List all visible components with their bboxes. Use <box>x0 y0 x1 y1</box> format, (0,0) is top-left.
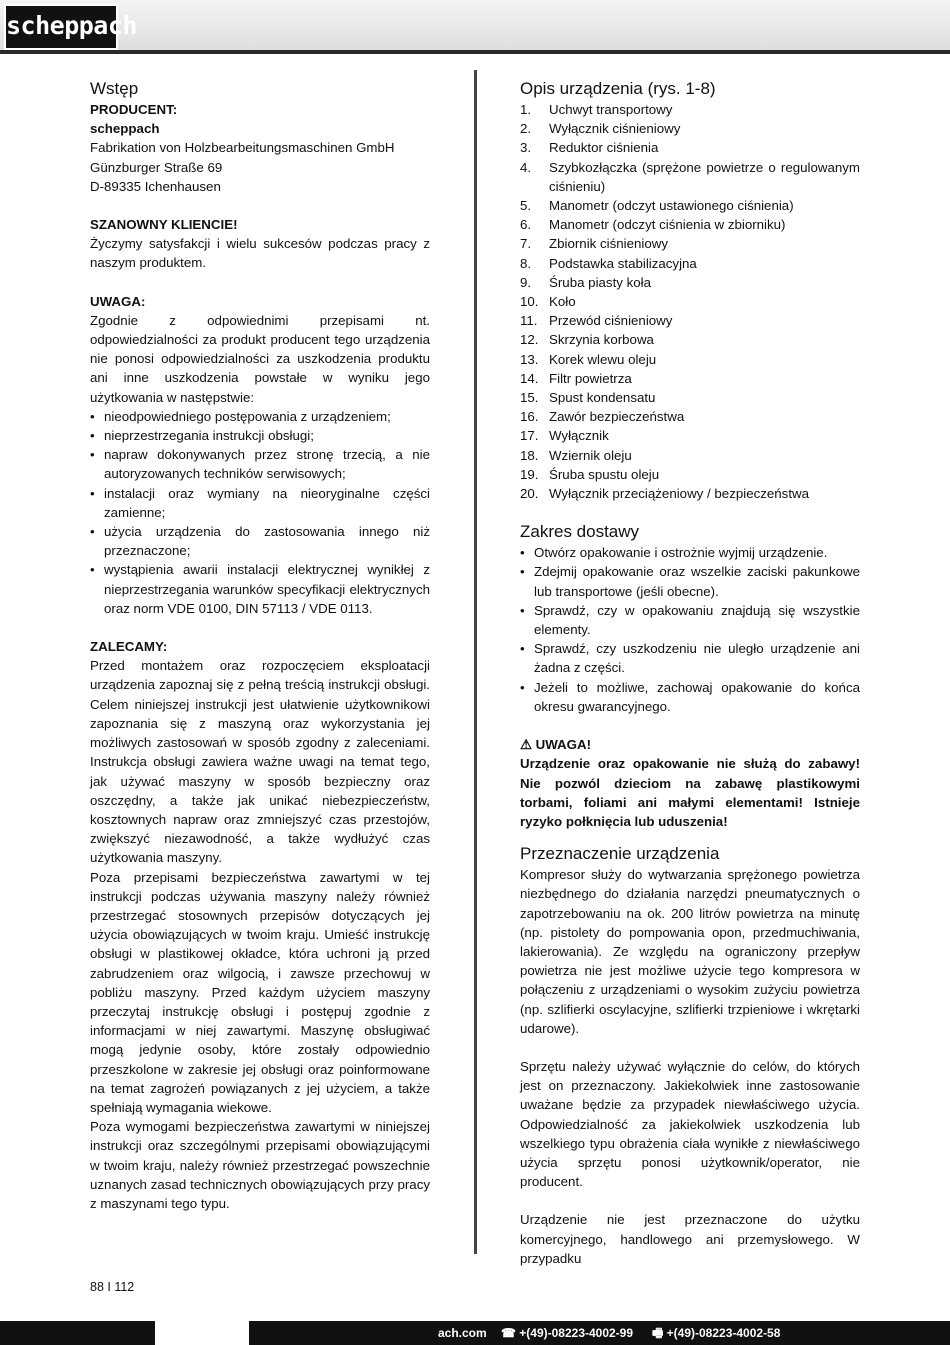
recommend-paragraph: Poza przepisami bezpieczeństwa zawartymi w tej instrukcji podczas używania maszyny należy również przestrzegać stosownych przepisów dotyczących jej użycia obowiązujących w twoim kraju. Umieść instrukcję obsługi w plastikowej okładce, która uchroni ją przed zabrudzeniem oraz wilgocią, i zawsze przechowuj w pobliżu maszyny. Przed każdym użyciem maszyny przeczytaj instrukcję obsługi i postępuj zgodnie z informacjami w niej zawartymi. Maszynę obsługiwać mogą jedynie osoby, które zostały odpowiednio przeszkolone w zakresie jej obsługi oraz poinformowane na temat zagrożeń powiązanych z jej użyciem, a także spełniają wymagania wiekowe. <box>90 869 430 1115</box>
list-item: 17. Wyłącznik <box>520 428 609 444</box>
list-item: 12. Skrzynia korbowa <box>520 332 654 348</box>
list-item: 11. Przewód ciśnieniowy <box>520 313 673 329</box>
list-item: 2. Wyłącznik ciśnieniowy <box>520 121 681 137</box>
list-item: • Otwórz opakowanie i ostrożnie wyjmij urządzenie. <box>520 543 860 562</box>
footer-bar <box>0 1321 155 1345</box>
list-item: 6. Manometr (odczyt ciśnienia w zbiorniku) <box>520 217 786 233</box>
warning-text: Urządzenie oraz opakowanie nie służą do zabawy! Nie pozwól dzieciom na zabawę plastikowymi torbami, foliami ani małymi elementami! Istnieje ryzyko połknięcia lub uduszenia! <box>520 756 860 829</box>
producer-line: Günzburger Straße 69 <box>90 159 223 175</box>
list-item: 19. Śruba spustu oleju <box>520 466 660 482</box>
list-item: • wystąpienia awarii instalacji elektrycznej wynikłej z nieprzestrzegania warunków specyfikacji elektrycznych oraz norm VDE 0100, DIN 57113 / VDE 0113. <box>90 560 430 618</box>
list-item: • Zdejmij opakowanie oraz wszelkie zaciski pakunkowe lub transportowe (jeśli obecne). <box>520 562 860 600</box>
list-item: 9. Śruba piasty koła <box>520 274 651 290</box>
purpose-paragraph: Sprzętu należy używać wyłącznie do celów, do których jest on przeznaczony. Jakiekolwiek inne zastosowanie uważane będzie za przypadek niewłaściwego użycia. Odpowiedzialność za jakiekolwiek uszkodzenia lub wszelkiego typu obrażenia ciała wynikłe z niewłaściwego użycia sprzętu ponosi użytkownik/operator, nie producent. <box>520 1058 860 1190</box>
parts-list <box>520 100 860 503</box>
list-item: • nieprzestrzegania instrukcji obsługi; <box>90 426 430 445</box>
scheppach-logo: scheppach <box>4 4 118 50</box>
footer-phone: ☎ +(49)-08223-4002-99 <box>501 1326 634 1340</box>
list-item: • Sprawdź, czy w opakowaniu znajdują się wszystkie elementy. <box>520 601 860 639</box>
dear-text: Życzymy satysfakcji i wielu sukcesów podczas pracy z naszym produktem. <box>90 236 430 271</box>
purpose-paragraph: Kompresor służy do wytwarzania sprężonego powietrza niezbędnego do działania narzędzi pneumatycznych o zapotrzebowaniu na ok. 200 litrów powietrza na minutę (np. pistolety do pompowania opon, przedmuchiwania, lakierowania). Ze względu na ograniczony przepływ powietrza nie jest możliwe użycie tego kompresora w połączeniu z urządzeniami o wysokim zużyciu powietrza (np. szlifierki oscylacyjne, szlifierki trzpieniowe i wkrętarki udarowe). <box>520 867 860 1036</box>
note-list <box>90 407 430 618</box>
note-text: Zgodnie z odpowiednimi przepisami nt. odpowiedzialności za produkt producent tego urządzenia nie ponosi odpowiedzialności za uszkodzenia produktu ani inne uszkodzenia powstałe w wyniku jego użytkowania w następstwie: <box>90 312 430 405</box>
dear-label: SZANOWNY KLIENCIE! <box>90 217 238 233</box>
list-item: 20. Wyłącznik przeciążeniowy / bezpieczeństwa <box>520 486 810 502</box>
list-item: • napraw dokonywanych przez stronę trzecią, a nie autoryzowanych techników serwisowych; <box>90 445 430 483</box>
intro-title: Wstęp <box>90 79 139 98</box>
footer-website[interactable]: ach.com <box>438 1326 487 1340</box>
page-header <box>0 0 950 50</box>
list-item: 3. Reduktor ciśnienia <box>520 140 659 156</box>
list-item: • instalacji oraz wymiany na nieoryginalne części zamienne; <box>90 484 430 522</box>
list-item: 7. Zbiornik ciśnieniowy <box>520 236 668 252</box>
purpose-paragraph: Urządzenie nie jest przeznaczone do użytku komercyjnego, handlowego ani przemysłowego. W przypadku <box>520 1212 860 1266</box>
list-item: 16. Zawór bezpieczeństwa <box>520 409 685 425</box>
warning-label: ⚠ UWAGA! <box>520 737 592 753</box>
list-item: • nieodpowiedniego postępowania z urządzeniem; <box>90 407 430 426</box>
list-item: 4. Szybkozłączka (sprężone powietrze o regulowanym ciśnieniu) <box>520 159 860 194</box>
footer-fax: 🖷 +(49)-08223-4002-58 <box>652 1326 781 1340</box>
list-item: 1. Uchwyt transportowy <box>520 102 673 117</box>
producer-name: scheppach <box>90 121 160 137</box>
recommend-paragraph: Poza wymogami bezpieczeństwa zawartymi w niniejszej instrukcji oraz szczególnymi przepisami obowiązującymi w twoim kraju, należy również przestrzegać powszechnie uznanych zasad technicznych obowiązujących przy pracy z maszynami tego typu. <box>90 1119 430 1211</box>
delivery-list <box>520 543 860 716</box>
column-divider <box>474 70 477 1254</box>
list-item: 13. Korek wlewu oleju <box>520 351 657 367</box>
producer-line: D-89335 Ichenhausen <box>90 178 221 194</box>
footer-contact-bar <box>249 1321 950 1345</box>
header-rule <box>0 50 950 54</box>
list-item: • użycia urządzenia do zastosowania innego niż przeznaczone; <box>90 522 430 560</box>
recommend-label: ZALECAMY: <box>90 639 168 655</box>
note-label: UWAGA: <box>90 293 146 309</box>
list-item: • Sprawdź, czy uszkodzeniu nie uległo urządzenie ani żadna z części. <box>520 639 860 677</box>
recommend-paragraph: Przed montażem oraz rozpoczęciem eksploatacji urządzenia zapoznaj się z pełną treścią instrukcji obsługi. Celem niniejszej instrukcji jest ułatwienie użytkownikowi zapoznania się z maszyną oraz wykorzystania jej możliwych zastosowań w sposób zgodny z zaleceniami. Instrukcja obsługi zawiera ważne uwagi na temat tego, jak używać maszyny w sposób bezpieczny oraz oszczędny, a także jak unikać niebezpieczeństw, kosztownych napraw oraz zmniejszyć czas przestojów, zwiększyć niezawodność, a także wydłużyć czas użytkowania maszyny. <box>90 658 430 866</box>
list-item: 14. Filtr powietrza <box>520 370 632 386</box>
list-item: 5. Manometr (odczyt ustawionego ciśnienia) <box>520 198 794 214</box>
left-column <box>90 78 430 1213</box>
delivery-title: Zakres dostawy <box>520 522 640 542</box>
right-column <box>520 78 860 1268</box>
list-item: • Jeżeli to możliwe, zachowaj opakowanie do końca okresu gwarancyjnego. <box>520 678 860 716</box>
list-item: 8. Podstawka stabilizacyjna <box>520 255 697 271</box>
purpose-title: Przeznaczenie urządzenia <box>520 844 720 864</box>
list-item: 10. Koło <box>520 294 576 310</box>
page-number: 88 I 112 <box>90 1280 135 1294</box>
description-title: Opis urządzenia (rys. 1-8) <box>520 79 716 98</box>
producer-label: PRODUCENT: <box>90 102 178 117</box>
list-item: 18. Wziernik oleju <box>520 447 632 463</box>
list-item: 15. Spust kondensatu <box>520 390 656 406</box>
producer-line: Fabrikation von Holzbearbeitungsmaschinen GmbH <box>90 140 395 156</box>
